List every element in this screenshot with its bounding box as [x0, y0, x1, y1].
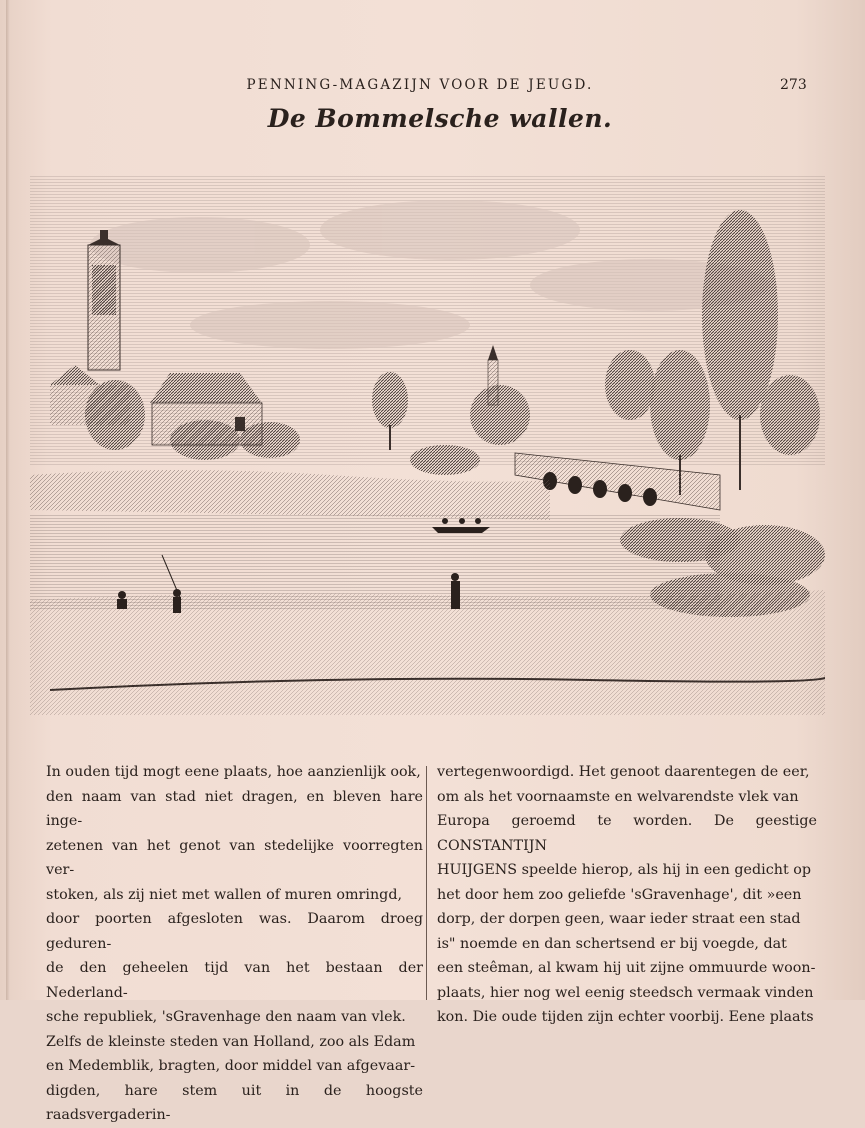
body-line: Europa geroemd te worden. De geestige CONSTANTIJN [437, 813, 817, 854]
engraving-landscape-icon [30, 175, 825, 715]
page-binding-edge [6, 0, 10, 1000]
body-line: kon. Die oude tijden zijn echter voorbij. Eene plaats [437, 1009, 814, 1025]
body-line: Zelfs de kleinste steden van Holland, zoo als Edam [46, 1033, 416, 1050]
church-tower [88, 230, 120, 370]
body-line: de den geheelen tijd van het bestaan der Nederland- [46, 960, 423, 1001]
body-line: om als het voornaamste en welvarendste vlek van [437, 788, 799, 805]
body-line: sche republiek, 'sGravenhage den naam van vlek. [46, 1009, 406, 1025]
body-line: plaats, hier nog wel eenig steedsch vermaak vinden [437, 984, 814, 1001]
page-number: 273 [780, 77, 807, 93]
body-line: vertegenwoordigd. Het genoot daarentegen de eer, [437, 764, 810, 780]
body-line: In ouden tijd mogt eene plaats, hoe aanzienlijk ook, [46, 764, 421, 780]
body-line: door poorten afgesloten was. Daarom droeg geduren- [46, 911, 423, 952]
body-line: stoken, als zij niet met wallen of muren omringd, [46, 886, 403, 903]
body-line: is" noemde en dan schertsend er bij voegde, dat [437, 935, 787, 952]
body-line: en Medemblik, bragten, door middel van afgevaar- [46, 1058, 416, 1074]
column-divider [426, 766, 427, 1000]
body-line: het door hem zoo geliefde 'sGravenhage', dit »een [437, 886, 802, 903]
body-column-left [46, 760, 423, 1128]
body-line: dorp, der dorpen geen, waar ieder straat een stad [437, 911, 801, 927]
body-line: zetenen van het genot van stedelijke voorregten ver- [46, 837, 423, 878]
body-column-right [437, 760, 817, 1030]
body-line: den naam van stad niet dragen, en bleven hare inge- [46, 788, 423, 829]
body-line: digden, hare stem uit in de hoogste raadsvergaderin- [46, 1082, 423, 1123]
body-line: een steêman, al kwam hij uit zijne ommuurde woon- [437, 960, 816, 976]
near-bank [30, 590, 825, 715]
body-line: HUIJGENS speelde hierop, als hij in een gedicht op [437, 862, 812, 878]
article-title: De Bommelsche wallen. [267, 104, 613, 133]
running-head: PENNING-MAGAZIJN VOOR DE JEUGD. [246, 77, 594, 93]
far-bank [30, 470, 550, 520]
